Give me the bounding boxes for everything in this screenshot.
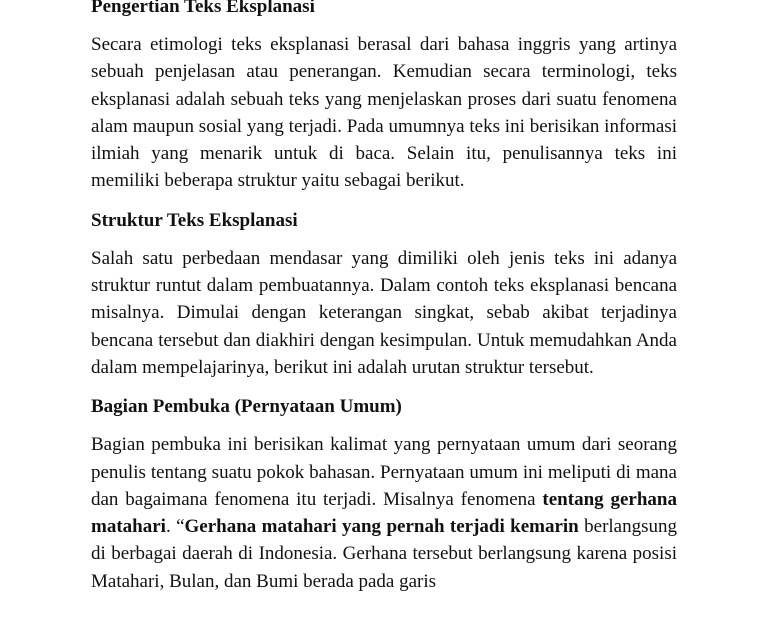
- paragraph-pengertian: Secara etimologi teks eksplanasi berasal dari bahasa inggris yang artinya sebuah penjelasan atau penerangan. Kemudian secara terminologi, teks eksplanasi adalah sebuah teks yang menjelaskan proses dari suatu fenomena alam maupun sosial yang terjadi. Pada umumnya teks ini berisikan informasi ilmiah yang menarik untuk di baca. Selain itu, penulisannya teks ini memiliki beberapa struktur yaitu sebagai berikut.: [91, 34, 677, 192]
- paragraph-struktur: Salah satu perbedaan mendasar yang dimiliki oleh jenis teks ini adanya struktur runtut dalam pembuatannya. Dalam contoh teks eksplanasi bencana misalnya. Dimulai dengan keterangan singkat, sebab akibat terjadinya bencana tersebut dan diakhiri dengan kesimpulan. Untuk memudahkan Anda dalam mempelajarinya, berikut ini adalah urutan struktur tersebut.: [91, 247, 677, 378]
- section-heading-pengertian: Pengertian Teks Eksplanasi: [91, 0, 315, 17]
- paragraph-text-part1: Bagian pembuka ini berisikan kalimat yang pernyataan umum dari seorang penulis tentang suatu pokok bahasan. Pernyataan umum ini meliputi di mana dan bagaimana fenomena itu terjadi. Misalnya fenomena: [91, 434, 677, 510]
- section-heading-struktur: Struktur Teks Eksplanasi: [91, 209, 298, 231]
- paragraph-bold-text-1: tentang gerhana matahari: [91, 488, 677, 538]
- document-page: [91, 0, 677, 595]
- paragraph-bagian-pembuka: [91, 431, 677, 595]
- section-heading-bagian-pembuka: Bagian Pembuka (Pernyataan Umum): [91, 396, 402, 418]
- paragraph-text-part3: berlangsung di berbagai daerah di Indonesia. Gerhana tersebut berlangsung karena posisi Matahari, Bulan, dan Bumi berada pada garis: [91, 516, 677, 592]
- paragraph-text-part2: . “: [165, 516, 185, 538]
- paragraph-bold-text-2: Gerhana matahari yang pernah terjadi kemarin: [184, 516, 579, 538]
